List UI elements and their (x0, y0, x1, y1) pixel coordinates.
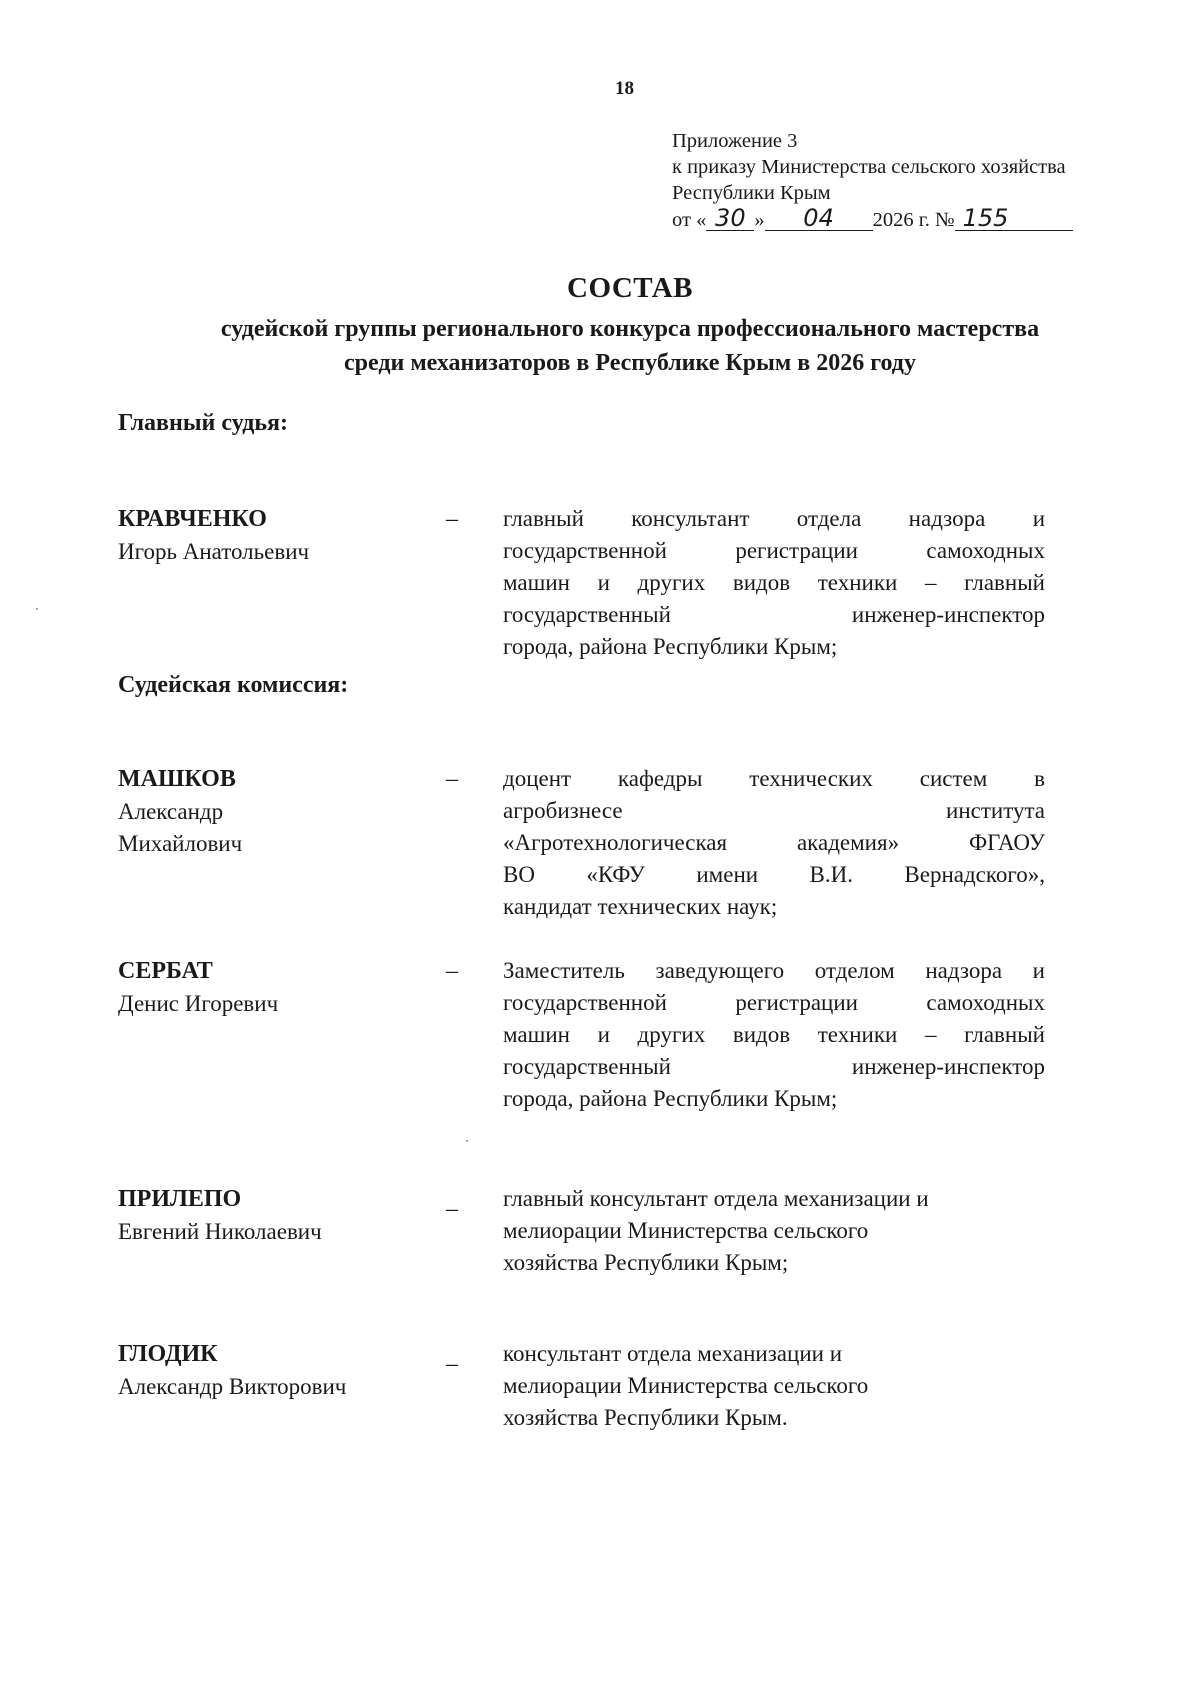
description-line: машин и других видов техники – главный (503, 570, 1045, 595)
appendix-header (672, 128, 1073, 233)
appendix-order-reference: к приказу Министерства сельского хозяйства (672, 156, 1066, 178)
dash: – (446, 1351, 458, 1377)
surname: МАШКОВ (118, 766, 236, 792)
dash: – (446, 766, 458, 792)
appendix-ministry-region: Республики Крым (672, 182, 831, 204)
surname: СЕРБАТ (118, 958, 213, 984)
date-mid: » (754, 209, 765, 231)
dash: – (446, 506, 458, 532)
document-subtitle (0, 312, 1200, 380)
position-description (503, 1183, 1045, 1279)
description-line: агробизнесе института (503, 798, 1045, 823)
given-names: Игорь Анатольевич (118, 539, 310, 564)
description-line: города, района Республики Крым; (503, 1086, 838, 1111)
handwritten-day: 30 (706, 206, 754, 231)
surname: КРАВЧЕНКО (118, 506, 267, 532)
surname: ГЛОДИК (118, 1341, 218, 1367)
member-entry (118, 1338, 1048, 1498)
description-line: государственной регистрации самоходных (503, 538, 1045, 563)
dash: – (446, 1196, 458, 1222)
chief-judge-entry (118, 503, 1048, 663)
scan-speck (36, 608, 38, 610)
description-line: мелиорации Министерства сельского (503, 1373, 869, 1398)
description-line: ВО «КФУ имени В.И. Вернадского», (503, 862, 1045, 887)
handwritten-order-number: 155 (955, 206, 1073, 231)
document-title: СОСТАВ (567, 272, 693, 304)
surname: ПРИЛЕПО (118, 1186, 242, 1212)
position-description (503, 503, 1045, 663)
given-names: Денис Игоревич (118, 991, 279, 1016)
member-entry (118, 763, 1048, 923)
position-description (503, 955, 1045, 1115)
description-line: Заместитель заведующего отделом надзора и (503, 958, 1045, 983)
description-line: консультант отдела механизации и (503, 1341, 843, 1366)
appendix-date-line (672, 206, 1073, 233)
description-line: главный консультант отдела надзора и (503, 506, 1045, 531)
position-description (503, 1338, 1045, 1434)
given-names: Евгений Николаевич (118, 1219, 322, 1244)
member-entry (118, 955, 1048, 1115)
subtitle-line-2: среди механизаторов в Республике Крым в 2026 году (344, 350, 916, 376)
scan-speck (466, 1140, 468, 1142)
description-line: доцент кафедры технических систем в (503, 766, 1045, 791)
handwritten-month: 04 (765, 206, 873, 231)
member-entry (118, 1183, 1048, 1343)
dash: – (446, 958, 458, 984)
description-line: кандидат технических наук; (503, 894, 778, 919)
position-description (503, 763, 1045, 923)
appendix-title: Приложение 3 (672, 130, 798, 152)
subtitle-line-1: судейской группы регионального конкурса профессионального мастерства (220, 316, 1040, 342)
description-line: «Агротехнологическая академия» ФГАОУ (503, 830, 1045, 855)
given-names: Александр Викторович (118, 1374, 347, 1399)
description-line: государственный инженер-инспектор (503, 602, 1045, 627)
description-line: главный консультант отдела механизации и (503, 1186, 929, 1211)
description-line: города, района Республики Крым; (503, 634, 838, 659)
description-line: хозяйства Республики Крым. (503, 1405, 788, 1430)
date-year: 2026 г. № (872, 209, 955, 231)
description-line: мелиорации Министерства сельского (503, 1218, 869, 1243)
description-line: машин и других видов техники – главный (503, 1022, 1045, 1047)
chief-judge-heading: Главный судья: (118, 410, 289, 436)
description-line: хозяйства Республики Крым; (503, 1250, 789, 1275)
description-line: государственный инженер-инспектор (503, 1054, 1045, 1079)
commission-heading: Судейская комиссия: (118, 672, 349, 698)
page-number: 18 (615, 78, 634, 99)
given-names: Александр Михайлович (118, 799, 243, 856)
description-line: государственной регистрации самоходных (503, 990, 1045, 1015)
date-prefix: от « (672, 209, 707, 231)
